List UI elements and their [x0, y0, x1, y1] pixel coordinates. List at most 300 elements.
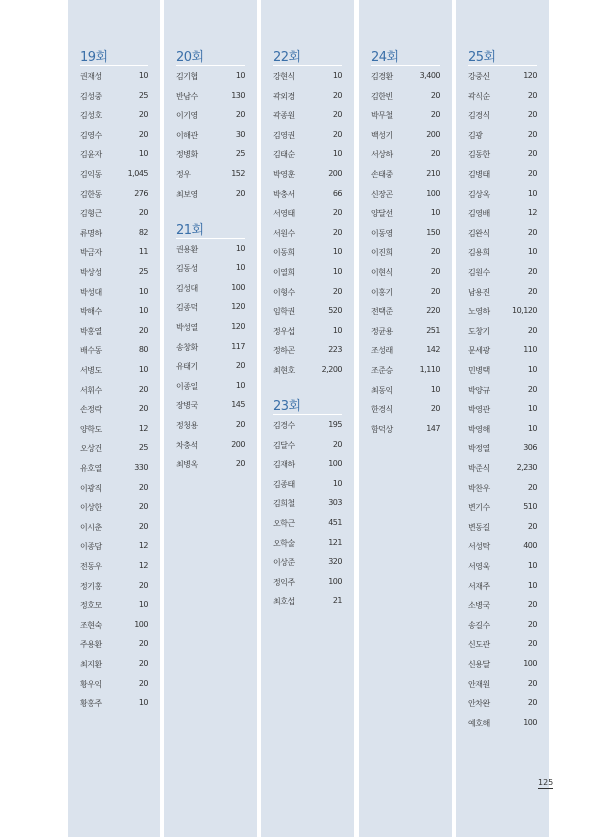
member-name: 조현숙	[80, 620, 102, 630]
donation-amount: 142	[426, 345, 440, 355]
donation-amount: 117	[231, 341, 245, 351]
member-name: 김영배	[468, 209, 490, 219]
donation-amount: 10	[527, 365, 537, 374]
donation-amount: 20	[527, 110, 537, 120]
donation-amount: 1,045	[127, 169, 148, 178]
member-name: 김경환	[371, 72, 393, 81]
list-item	[468, 659, 537, 673]
member-name: 강중신	[468, 72, 490, 81]
member-name: 김태순	[273, 150, 295, 160]
list-item	[468, 247, 537, 261]
list-item	[80, 698, 148, 712]
donation-amount: 120	[231, 322, 245, 331]
donation-amount: 12	[138, 561, 148, 570]
donation-amount: 251	[426, 325, 440, 335]
list-item	[273, 498, 342, 512]
list-item	[176, 189, 245, 203]
list-item	[80, 326, 148, 340]
list-item	[273, 71, 342, 85]
donation-amount: 220	[426, 306, 440, 316]
member-name: 권용환	[176, 244, 198, 254]
list-item	[80, 345, 148, 359]
list-item	[468, 306, 537, 320]
member-name: 박상성	[80, 268, 102, 277]
member-name: 이홍기	[371, 287, 393, 297]
member-name: 도창기	[468, 326, 490, 336]
donation-amount: 10	[138, 71, 148, 80]
donation-amount: 20	[235, 361, 245, 371]
list-item	[80, 404, 148, 418]
list-item	[468, 404, 537, 418]
donation-amount: 145	[231, 400, 245, 410]
list-item	[273, 577, 342, 591]
donation-amount: 20	[527, 619, 537, 629]
donation-amount: 20	[138, 110, 148, 120]
list-item	[468, 600, 537, 614]
member-name: 김완식	[468, 228, 490, 238]
column-3	[261, 0, 354, 837]
list-item	[468, 287, 537, 301]
donation-amount: 223	[328, 345, 342, 355]
donation-amount: 25	[138, 90, 148, 100]
member-name: 김재하	[273, 460, 295, 470]
member-name: 김기협	[176, 72, 198, 81]
column-1	[68, 0, 160, 837]
donation-amount: 20	[235, 459, 245, 469]
list-item	[176, 342, 245, 356]
list-item	[80, 561, 148, 575]
donation-amount: 10	[430, 208, 440, 218]
member-name: 정하곤	[273, 346, 295, 356]
donation-amount: 12	[138, 423, 148, 433]
list-item	[176, 302, 245, 316]
heading-rule	[371, 65, 440, 66]
member-name: 이현식	[371, 268, 393, 277]
member-name: 박영관	[468, 405, 490, 415]
donation-amount: 10	[235, 243, 245, 253]
list-item	[176, 381, 245, 395]
member-name: 이동영	[371, 228, 393, 238]
member-name: 전택준	[371, 307, 393, 317]
donation-amount: 20	[527, 129, 537, 139]
donation-amount: 20	[138, 404, 148, 414]
donation-amount: 100	[328, 576, 342, 586]
list-item	[80, 502, 148, 516]
donation-amount: 10	[527, 561, 537, 570]
member-name: 이해관	[176, 130, 198, 140]
list-item	[80, 483, 148, 497]
donation-amount: 10	[138, 698, 148, 708]
member-name: 예호해	[468, 718, 490, 728]
list-item	[371, 91, 440, 105]
member-name: 김익동	[80, 170, 102, 179]
list-item	[468, 385, 537, 399]
list-item	[176, 130, 245, 144]
donation-amount: 80	[138, 345, 148, 355]
donation-amount: 10	[235, 71, 245, 80]
list-item	[80, 679, 148, 693]
list-item	[80, 149, 148, 163]
list-item	[80, 385, 148, 399]
list-item	[80, 247, 148, 261]
member-name: 이동희	[273, 248, 295, 258]
member-name: 이상한	[80, 503, 102, 513]
member-name: 서성탁	[468, 542, 490, 552]
list-item	[80, 443, 148, 457]
member-name: 박해수	[80, 307, 102, 317]
list-item	[371, 110, 440, 124]
donation-amount: 200	[231, 439, 245, 449]
list-item	[371, 345, 440, 359]
member-name: 서병도	[80, 366, 102, 375]
list-item	[273, 596, 342, 610]
donation-amount: 100	[523, 659, 537, 668]
page-number: 125	[538, 778, 554, 787]
donation-amount: 20	[138, 325, 148, 335]
list-item	[468, 326, 537, 340]
donation-amount: 20	[527, 325, 537, 335]
member-name: 차충석	[176, 440, 198, 450]
donation-amount: 10	[138, 365, 148, 374]
donation-amount: 10	[527, 580, 537, 590]
list-item	[176, 440, 245, 454]
donation-amount: 20	[138, 678, 148, 688]
list-item	[371, 71, 440, 85]
donation-amount: 20	[235, 188, 245, 198]
donation-amount: 20	[430, 110, 440, 120]
donation-amount: 303	[328, 498, 342, 508]
member-name: 김달수	[273, 440, 295, 450]
section-heading: 21회	[176, 222, 204, 238]
list-item	[273, 479, 342, 493]
donation-amount: 330	[134, 463, 148, 472]
donation-amount: 152	[231, 169, 245, 178]
member-name: 김원수	[468, 268, 490, 277]
donation-amount: 110	[523, 345, 537, 355]
list-item	[176, 400, 245, 414]
list-item	[371, 247, 440, 261]
list-item	[80, 659, 148, 673]
member-name: 이종담	[80, 542, 102, 552]
list-item	[80, 365, 148, 379]
donation-amount: 20	[332, 129, 342, 139]
member-name: 정병화	[176, 150, 198, 160]
donation-amount: 276	[134, 188, 148, 198]
list-item	[468, 424, 537, 438]
member-name: 이형수	[273, 287, 295, 297]
member-name: 곽종원	[273, 111, 295, 121]
donation-amount: 100	[231, 282, 245, 292]
member-name: 김동한	[468, 150, 490, 160]
member-name: 이진희	[371, 248, 393, 258]
donation-amount: 20	[430, 404, 440, 414]
member-name: 박충서	[273, 189, 295, 199]
list-item	[468, 149, 537, 163]
heading-rule	[468, 65, 537, 66]
list-item	[176, 263, 245, 277]
member-name: 반남수	[176, 91, 198, 101]
list-item	[468, 228, 537, 242]
list-item	[273, 228, 342, 242]
list-item	[371, 149, 440, 163]
donation-amount: 20	[527, 678, 537, 688]
list-item	[371, 189, 440, 203]
member-name: 박성열	[176, 323, 198, 332]
donation-amount: 10	[332, 478, 342, 488]
donation-amount: 100	[134, 619, 148, 629]
list-item	[273, 208, 342, 222]
list-item	[273, 538, 342, 552]
member-name: 김종태	[273, 479, 295, 489]
list-item	[80, 600, 148, 614]
member-name: 황홍주	[80, 699, 102, 709]
member-name: 김경수	[273, 421, 295, 430]
list-item	[80, 306, 148, 320]
donation-amount: 121	[328, 537, 342, 547]
list-item	[468, 679, 537, 693]
donation-amount: 100	[523, 717, 537, 727]
list-item	[80, 620, 148, 634]
list-item	[80, 228, 148, 242]
donation-amount: 10	[332, 247, 342, 257]
member-name: 김광	[468, 130, 483, 140]
list-item	[80, 208, 148, 222]
list-item	[468, 71, 537, 85]
list-item	[273, 365, 342, 379]
member-name: 박영해	[468, 424, 490, 434]
member-name: 서상하	[371, 150, 393, 160]
member-name: 권재성	[80, 72, 102, 81]
member-name: 김동성	[176, 264, 198, 274]
member-name: 전동우	[80, 562, 102, 571]
member-name: 최지환	[80, 660, 102, 669]
list-item	[80, 130, 148, 144]
donation-amount: 10	[235, 380, 245, 390]
section-heading: 20회	[176, 50, 204, 65]
member-name: 김용희	[468, 248, 490, 258]
donation-amount: 10	[332, 71, 342, 80]
member-name: 임학권	[273, 307, 295, 317]
member-name: 이열희	[273, 268, 295, 277]
donation-amount: 20	[527, 600, 537, 610]
donation-amount: 10	[527, 188, 537, 198]
list-item	[371, 326, 440, 340]
donation-amount: 20	[527, 169, 537, 178]
donation-amount: 20	[527, 639, 537, 649]
member-name: 배수동	[80, 346, 102, 356]
member-name: 조성래	[371, 346, 393, 356]
donation-amount: 20	[332, 110, 342, 120]
list-item	[468, 267, 537, 281]
member-name: 변기수	[468, 503, 490, 513]
member-name: 주용환	[80, 640, 102, 650]
list-item	[468, 443, 537, 457]
member-name: 박준식	[468, 464, 490, 473]
list-item	[371, 306, 440, 320]
donation-amount: 20	[527, 521, 537, 531]
donation-amount: 20	[138, 384, 148, 394]
donation-amount: 21	[332, 596, 342, 606]
donation-amount: 20	[527, 286, 537, 296]
member-name: 곽외경	[273, 91, 295, 101]
list-item	[371, 169, 440, 183]
donation-amount: 10	[138, 149, 148, 159]
donation-amount: 10	[332, 149, 342, 159]
member-name: 박홍열	[80, 326, 102, 336]
donation-amount: 10	[138, 600, 148, 610]
donation-amount: 10	[430, 384, 440, 394]
list-item	[176, 322, 245, 336]
member-name: 유호열	[80, 464, 102, 473]
list-item	[273, 518, 342, 532]
member-name: 오상건	[80, 444, 102, 454]
member-name: 정기홍	[80, 581, 102, 591]
donation-amount: 20	[430, 149, 440, 159]
donation-amount: 320	[328, 557, 342, 567]
donation-amount: 20	[527, 90, 537, 100]
list-item	[468, 698, 537, 712]
member-name: 서휘수	[80, 385, 102, 395]
member-name: 백성기	[371, 130, 393, 140]
donation-amount: 20	[138, 502, 148, 512]
member-name: 김경식	[468, 111, 490, 121]
donation-amount: 20	[527, 384, 537, 394]
list-item	[371, 424, 440, 438]
donation-amount: 520	[328, 306, 342, 316]
member-name: 노영하	[468, 307, 490, 317]
list-item	[468, 541, 537, 555]
member-name: 정청용	[176, 421, 198, 430]
donation-amount: 120	[231, 302, 245, 312]
member-name: 손태중	[371, 170, 393, 179]
list-item	[468, 639, 537, 653]
list-item	[273, 440, 342, 454]
member-name: 소병국	[468, 601, 490, 611]
list-item	[80, 522, 148, 536]
donation-amount: 1,110	[419, 365, 440, 374]
donation-amount: 100	[426, 188, 440, 198]
list-item	[176, 169, 245, 183]
list-item	[468, 365, 537, 379]
section-heading: 19회	[80, 50, 108, 65]
list-item	[468, 561, 537, 575]
list-item	[273, 110, 342, 124]
donation-amount: 20	[430, 90, 440, 100]
donation-amount: 20	[527, 698, 537, 708]
list-item	[468, 130, 537, 144]
member-name: 박금자	[80, 248, 102, 258]
list-item	[371, 385, 440, 399]
list-item	[273, 91, 342, 105]
donation-amount: 20	[332, 439, 342, 449]
member-name: 오학근	[273, 519, 295, 528]
list-item	[468, 110, 537, 124]
donation-amount: 12	[527, 208, 537, 218]
member-name: 조준승	[371, 366, 393, 375]
donation-amount: 10	[332, 325, 342, 335]
donation-amount: 20	[430, 247, 440, 257]
donation-amount: 400	[523, 541, 537, 551]
donation-amount: 150	[426, 227, 440, 237]
donation-amount: 10,120	[512, 306, 537, 316]
list-item	[371, 130, 440, 144]
heading-rule	[273, 414, 342, 415]
donation-amount: 20	[527, 149, 537, 159]
heading-rule	[80, 65, 148, 66]
donation-amount: 20	[138, 659, 148, 668]
member-name: 서영태	[273, 209, 295, 219]
member-name: 장병국	[176, 401, 198, 411]
member-name: 김영수	[80, 130, 102, 140]
list-item	[371, 287, 440, 301]
list-item	[176, 91, 245, 105]
list-item	[468, 522, 537, 536]
donation-amount: 2,200	[321, 365, 342, 374]
donation-amount: 20	[138, 639, 148, 649]
list-item	[80, 581, 148, 595]
donation-amount: 2,230	[516, 463, 537, 472]
list-item	[176, 244, 245, 258]
member-name: 김희철	[273, 499, 295, 509]
donation-amount: 100	[328, 459, 342, 469]
list-item	[176, 459, 245, 473]
donation-amount: 451	[328, 518, 342, 527]
member-name: 서원수	[273, 228, 295, 238]
member-name: 남용진	[468, 287, 490, 297]
donation-amount: 3,400	[419, 71, 440, 80]
donation-amount: 20	[430, 267, 440, 276]
member-name: 손정락	[80, 405, 102, 415]
list-item	[176, 420, 245, 434]
member-name: 김성중	[80, 91, 102, 101]
list-item	[468, 718, 537, 732]
member-name: 정호모	[80, 601, 102, 611]
list-item	[371, 404, 440, 418]
donation-amount: 20	[527, 227, 537, 237]
section-heading: 24회	[371, 50, 399, 65]
list-item	[468, 483, 537, 497]
member-name: 곽식순	[468, 91, 490, 101]
member-name: 최동익	[371, 385, 393, 395]
list-item	[273, 189, 342, 203]
donation-amount: 20	[527, 267, 537, 276]
member-name: 황우익	[80, 679, 102, 689]
donation-amount: 130	[231, 90, 245, 100]
donation-amount: 210	[426, 169, 440, 178]
member-name: 김종덕	[176, 303, 198, 313]
list-item	[468, 581, 537, 595]
donation-amount: 20	[332, 227, 342, 237]
member-name: 정익주	[273, 577, 295, 587]
list-item	[371, 208, 440, 222]
donation-amount: 82	[138, 227, 148, 237]
list-item	[468, 502, 537, 516]
member-name: 안재원	[468, 679, 490, 689]
donation-amount: 20	[527, 482, 537, 492]
heading-rule	[176, 238, 245, 239]
member-name: 서영욱	[468, 562, 490, 571]
member-name: 이상준	[273, 558, 295, 568]
member-name: 송길수	[468, 620, 490, 630]
section-heading: 23회	[273, 399, 301, 414]
heading-rule	[273, 65, 342, 66]
donation-amount: 11	[138, 247, 148, 257]
donation-amount: 25	[138, 443, 148, 453]
member-name: 정우섭	[273, 326, 295, 336]
donation-amount: 25	[235, 149, 245, 159]
member-name: 함덕상	[371, 424, 393, 434]
list-item	[371, 267, 440, 281]
